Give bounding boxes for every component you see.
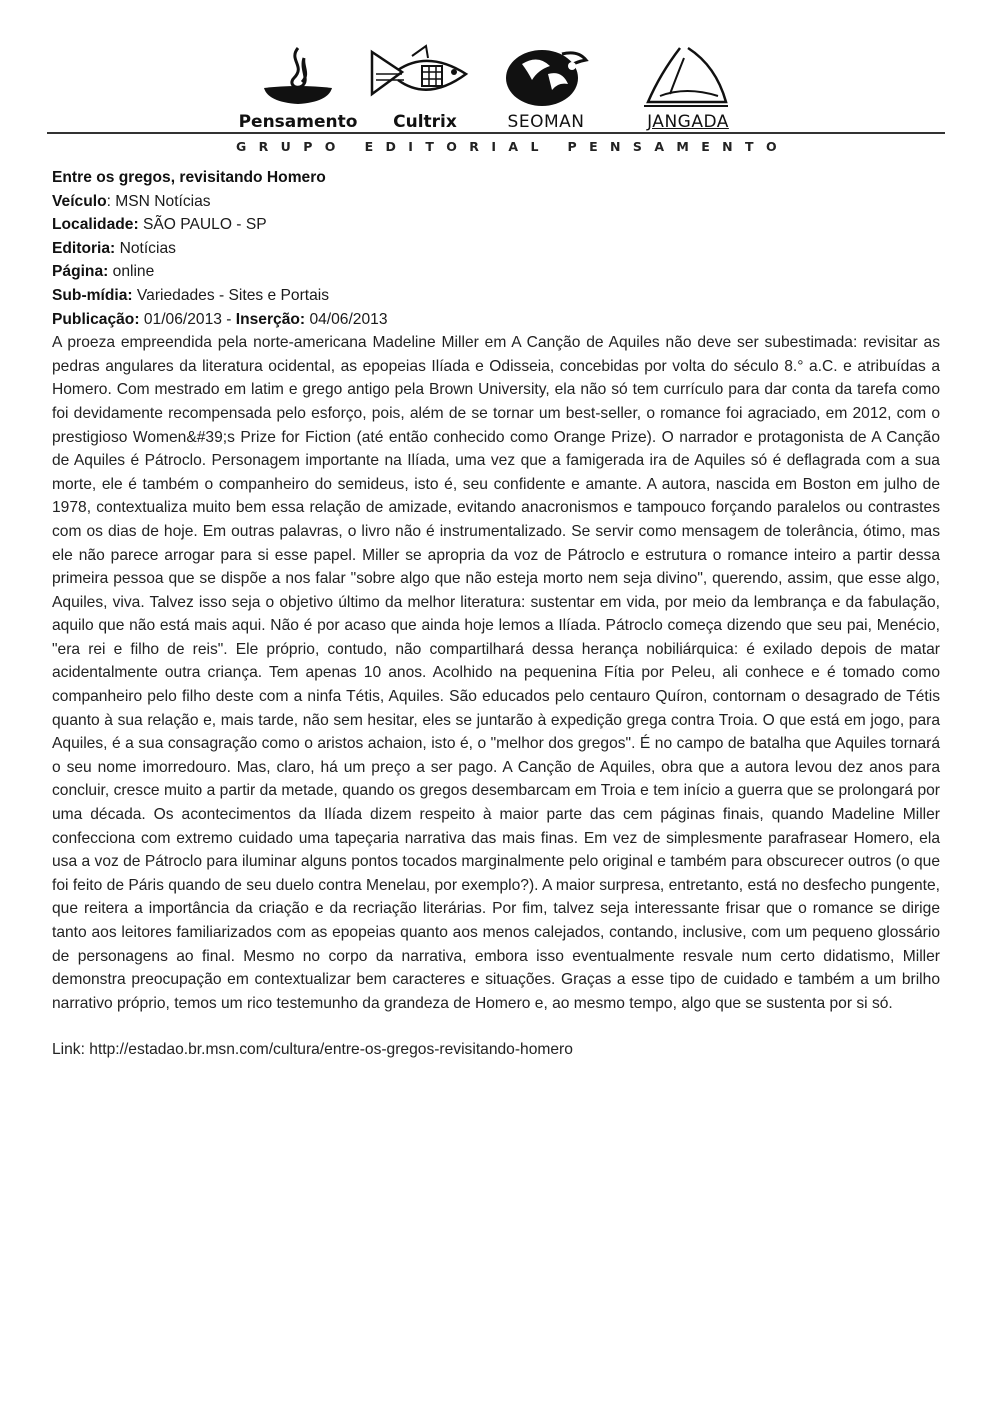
meta-publicacao-label: Publicação: — [52, 310, 140, 328]
meta-editoria-label: Editoria: — [52, 239, 116, 257]
flame-lamp-icon — [258, 44, 338, 110]
sailboat-icon — [640, 44, 732, 110]
cultrix-label: Cultrix — [393, 112, 457, 132]
fish-icon — [368, 44, 472, 110]
meta-publicacao — [52, 308, 940, 332]
seoman-label: SEOMAN — [507, 112, 585, 132]
meta-submidia — [52, 284, 940, 308]
pensamento-label: Pensamento — [238, 112, 358, 132]
meta-editoria — [52, 237, 940, 261]
meta-veiculo-label: Veículo — [52, 192, 107, 210]
meta-localidade-label: Localidade: — [52, 216, 139, 234]
meta-insercao-label: Inserção: — [235, 310, 306, 328]
meta-editoria-value: Notícias — [115, 239, 176, 257]
header-divider — [47, 132, 945, 134]
bird-globe-icon — [502, 44, 590, 110]
article-title — [52, 166, 940, 190]
meta-pagina — [52, 260, 940, 284]
source-link: Link: http://estadao.br.msn.com/cultura/entre-os-gregos-revisitando-homero — [52, 1041, 573, 1059]
meta-pagina-label: Página: — [52, 263, 109, 281]
publisher-header — [0, 0, 992, 160]
article-body: A proeza empreendida pela norte-americana Madeline Miller em A Canção de Aquiles não deve ser subestimada: revisitar as pedras angulares da literatura ocidental, as epopeias Ilíada e Odisseia, concebidas por volta do século 8.° a.C. e atribuídas a Homero. Com mestrado em latim e grego antigo pela Brown University, ela não só tem currículo para dar conta da tarefa como foi devidamente recompensada pelo esforço, pois, além de se tornar um best-seller, o romance foi agraciado, em 2012, com o prestigioso Women&#39;s Prize for Fiction (até então conhecido como Orange Prize). O narrador e protagonista de A Canção de Aquiles é Pátroclo. Personagem importante na Ilíada, uma vez que a famigerada ira de Aquiles só é deflagrada com a sua morte, ele é também o companheiro do semideus, isto é, seu confidente e amante. A autora, nascida em Boston em julho de 1978, contextualiza muito bem essa relação de amizade, evitando anacronismos e tampouco forçando paralelos ou contrastes com os dias de hoje. Em outras palavras, o livro não é instrumentalizado. Se servir como mensagem de tolerância, ótimo, mas ele não parece arrogar para si esse papel. Miller se apropria da voz de Pátroclo e estrutura o romance inteiro a partir dessa primeira pessoa que se dispõe a nos falar "sobre algo que não esteja morto nem seja divino", querendo, assim, que esse algo, Aquiles, viva. Talvez isso seja o objetivo último da melhor literatura: sustentar em vida, por meio da lembrança e da fabulação, aquilo que não está mais aqui. Não é por acaso que ainda hoje lemos a Ilíada. Pátroclo começa dizendo que seu pai, Menécio, "era rei e filho de reis". Ele próprio, contudo, não compartilhará dessa herança nobiliárquica: é exilado depois de matar acidentalmente outra criança. Tem apenas 10 anos. Acolhido na pequenina Fítia por Peleu, ali conhece e é tomado como companheiro pelo filho deste com a ninfa Tétis, Aquiles. São educados pelo centauro Quíron, contornam o desagrado de Tétis quanto à sua relação e, mais tarde, não sem hesitar, eles se juntarão à expedição grega contra Troia. O que está em jogo, para Aquiles, é a sua consagração como o aristos achaion, isto é, o "melhor dos gregos". É no campo de batalha que Aquiles tornará o seu nome imorredouro. Mas, claro, há um preço a ser pago. A Canção de Aquiles, obra que a autora levou dez anos para concluir, cresce muito a partir da metade, quando os gregos desembarcam em Troia e tem início a guerra que se prolongará por uma década. Os acontecimentos da Ilíada dizem respeito à maior parte das cem páginas finais, quando Madeline Miller confecciona com extremo cuidado uma tapeçaria narrativa das mais finas. Em vez de simplesmente parafrasear Homero, ela usa a voz de Pátroclo para iluminar alguns pontos tocados marginalmente pelo original e também para obscurecer outros (o que foi feito de Páris quando de seu duelo contra Menelau, por exemplo?). A maior surpresa, entretanto, está no desfecho pungente, que reitera a importância da criação e da recriação literárias. Por fim, talvez seja interessante frisar que o romance se dirige tanto aos leitores familiarizados com as epopeias quanto aos menos calejados, contando, inclusive, com um pequeno glossário de personagens ao final. Mesmo no corpo da narrativa, embora isso eventualmente resvale num certo didatismo, Miller demonstra preocupação em contextualizar bem caracteres e situações. Graças a esse tipo de cuidado e também a um brilho narrativo próprio, temos um rico testemunho da grandeza de Homero e, ao mesmo tempo, algo que se sustenta por si só. — [52, 334, 940, 1012]
article-title-text: Entre os gregos, revisitando Homero — [52, 169, 326, 186]
meta-localidade — [52, 213, 940, 237]
meta-insercao-value: 04/06/2013 — [305, 310, 388, 328]
group-title: GRUPO EDITORIAL PENSAMENTO — [236, 139, 789, 154]
meta-submidia-label: Sub-mídia: — [52, 286, 133, 304]
meta-publicacao-value: 01/06/2013 - — [139, 310, 236, 328]
article-clipping — [52, 166, 940, 1062]
meta-pagina-value: online — [108, 263, 155, 281]
meta-veiculo — [52, 190, 940, 214]
meta-localidade-value: SÃO PAULO - SP — [138, 216, 267, 234]
meta-veiculo-value: : MSN Notícias — [106, 192, 211, 210]
jangada-label: JANGADA — [647, 112, 729, 132]
meta-submidia-value: Variedades - Sites e Portais — [132, 286, 330, 304]
